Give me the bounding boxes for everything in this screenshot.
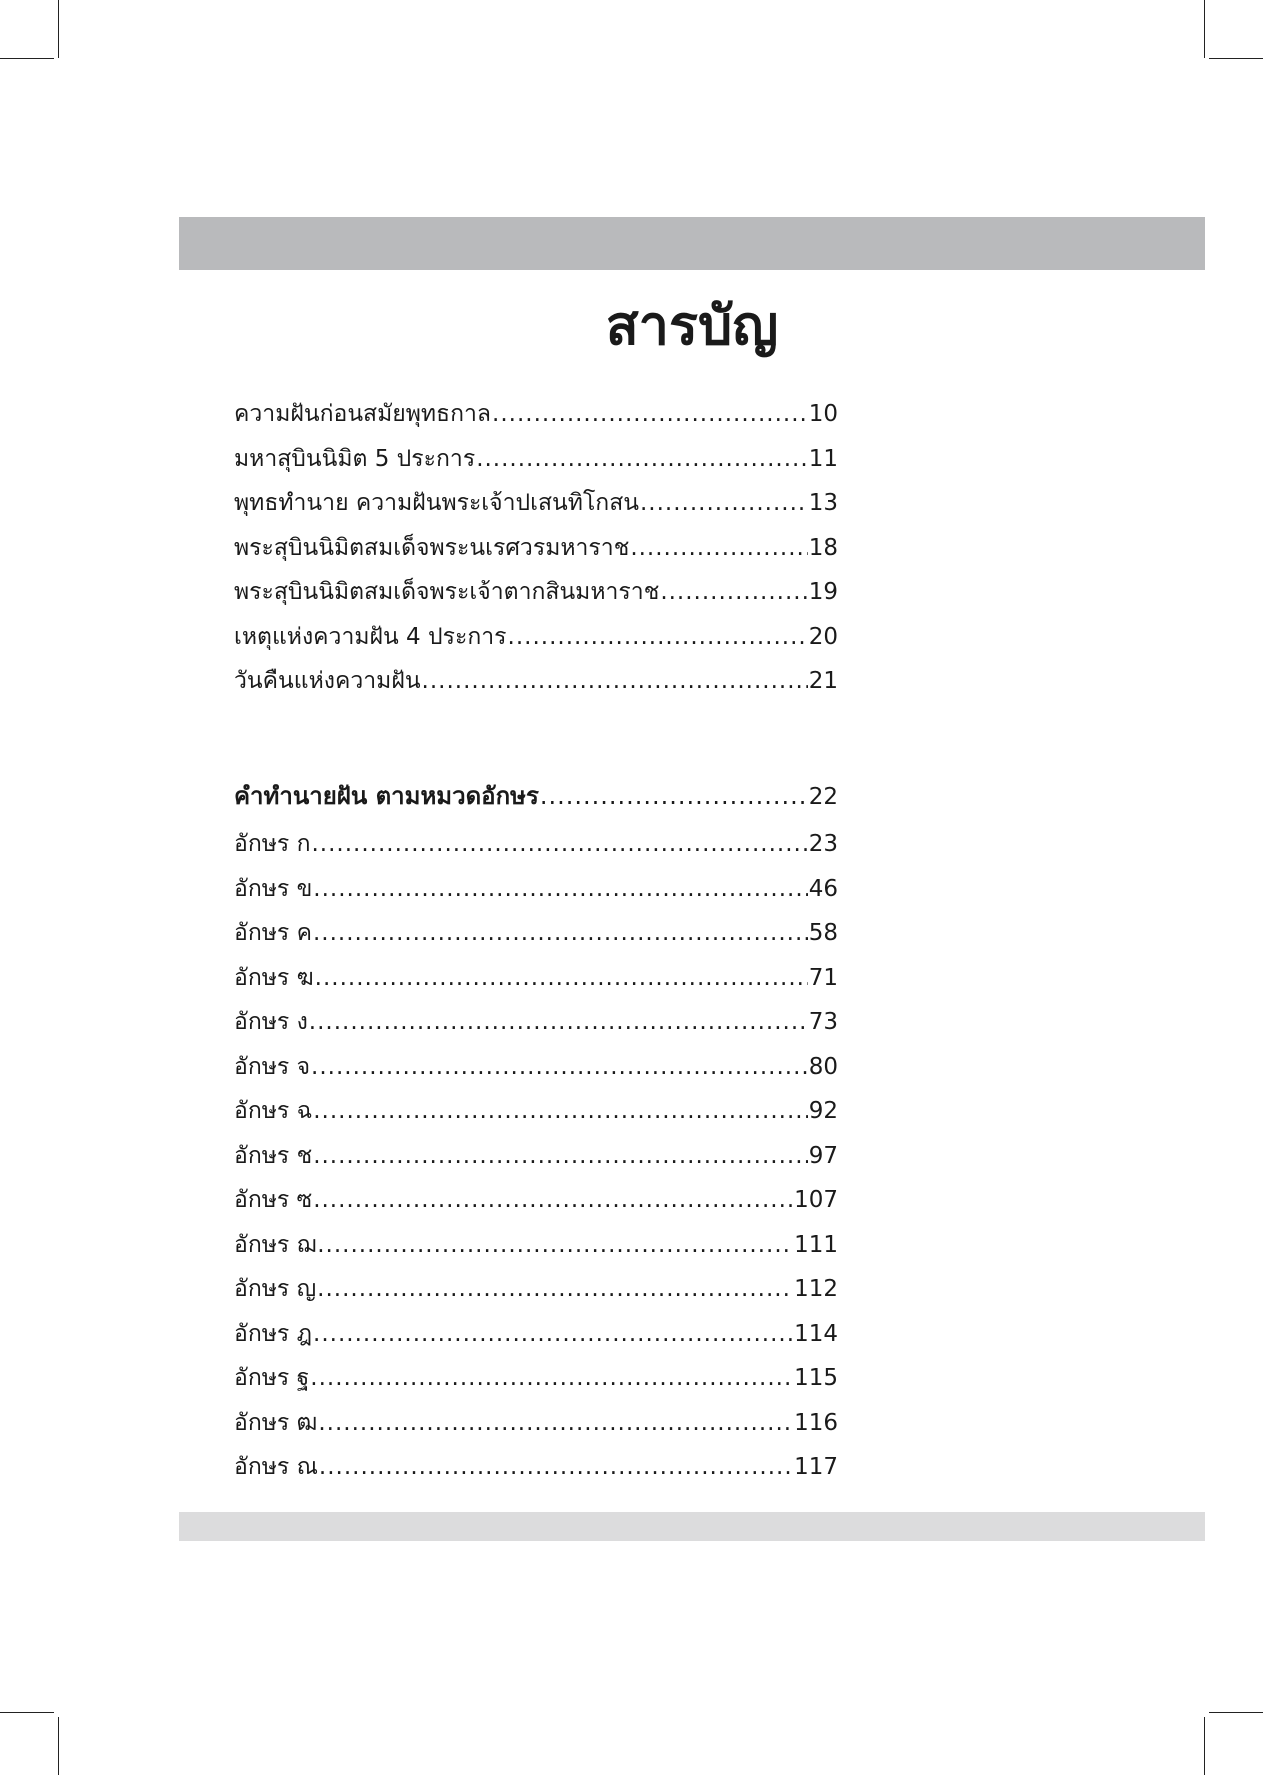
toc-entry-page: 111 xyxy=(794,1231,838,1258)
toc-section-heading[interactable] xyxy=(234,776,838,821)
toc-entry-label: อักษร ฒ xyxy=(234,1409,318,1436)
toc-entry-label: พระสุบินนิมิตสมเด็จพระเจ้าตากสินมหาราช xyxy=(234,579,660,605)
toc-entry-page: 10 xyxy=(808,401,838,427)
toc-entry[interactable] xyxy=(234,619,838,664)
dot-leader xyxy=(309,1009,808,1035)
page-title: สารบัญ xyxy=(605,294,779,357)
toc-entry-label: ความฝันก่อนสมัยพุทธกาล xyxy=(234,401,492,427)
toc-section xyxy=(234,776,838,821)
toc-entry-page: 97 xyxy=(808,1142,838,1169)
toc-entry-label: อักษร ฌ xyxy=(234,1231,317,1258)
toc-entry-label: อักษร ฉ xyxy=(234,1098,313,1124)
toc-entry[interactable] xyxy=(234,826,838,871)
toc-entry-label: อักษร ฎ xyxy=(234,1320,313,1347)
toc-entry[interactable] xyxy=(234,1004,838,1049)
dot-leader xyxy=(311,1054,808,1080)
dot-leader xyxy=(319,1454,793,1480)
crop-mark xyxy=(1204,0,1205,58)
dot-leader xyxy=(476,446,808,472)
toc-entry[interactable] xyxy=(234,1316,838,1361)
dot-leader xyxy=(313,876,807,902)
toc-entry-page: 21 xyxy=(808,668,838,694)
toc-entry-page: 114 xyxy=(794,1320,838,1347)
crop-mark xyxy=(1209,1712,1263,1713)
crop-mark xyxy=(58,1717,59,1775)
dot-leader xyxy=(640,490,808,516)
toc-entry-label: อักษร ญ xyxy=(234,1276,317,1302)
dot-leader xyxy=(310,1365,793,1391)
toc-entry-label: อักษร ซ xyxy=(234,1187,313,1213)
toc-entry-page: 112 xyxy=(794,1276,838,1302)
toc-entry-page: 115 xyxy=(794,1365,838,1391)
toc-entry[interactable] xyxy=(234,960,838,1005)
toc-entry[interactable] xyxy=(234,1182,838,1227)
dot-leader xyxy=(317,1276,793,1302)
toc-entry[interactable] xyxy=(234,1405,838,1450)
toc-entry-page: 71 xyxy=(808,964,838,991)
toc-entry-page: 58 xyxy=(808,920,838,946)
toc-entry[interactable] xyxy=(234,1271,838,1316)
toc-entry-page: 19 xyxy=(808,579,838,605)
dot-leader xyxy=(313,1143,808,1169)
dot-leader xyxy=(313,1187,793,1213)
toc-entry[interactable] xyxy=(234,1049,838,1094)
dot-leader xyxy=(317,1232,793,1258)
toc-intro-list xyxy=(234,396,838,708)
crop-mark xyxy=(1204,1717,1205,1775)
toc-entry[interactable] xyxy=(234,1449,838,1494)
dot-leader xyxy=(540,782,808,810)
toc-entry[interactable] xyxy=(234,441,838,486)
crop-mark xyxy=(0,58,54,59)
toc-entry[interactable] xyxy=(234,915,838,960)
toc-entry-page: 92 xyxy=(808,1098,838,1124)
toc-entry[interactable] xyxy=(234,1093,838,1138)
toc-entry[interactable] xyxy=(234,1227,838,1272)
dot-leader xyxy=(422,668,808,694)
toc-entry-label: มหาสุบินนิมิต 5 ประการ xyxy=(234,445,476,472)
toc-entry-label: อักษร ก xyxy=(234,831,311,857)
toc-entry[interactable] xyxy=(234,396,838,441)
toc-entry[interactable] xyxy=(234,485,838,530)
dot-leader xyxy=(315,965,808,991)
section-heading-page: 22 xyxy=(808,784,838,810)
crop-mark xyxy=(1209,58,1263,59)
toc-entry-label: อักษร ณ xyxy=(234,1454,318,1480)
toc-entry-page: 73 xyxy=(808,1009,838,1035)
toc-entry[interactable] xyxy=(234,1138,838,1183)
toc-entry-label: พระสุบินนิมิตสมเด็จพระนเรศวรมหาราช xyxy=(234,534,630,561)
toc-entry-label: วันคืนแห่งความฝัน xyxy=(234,668,421,694)
toc-entry-label: อักษร จ xyxy=(234,1053,311,1080)
toc-entry-page: 80 xyxy=(808,1053,838,1080)
toc-entry-page: 117 xyxy=(794,1454,838,1480)
dot-leader xyxy=(312,831,808,857)
header-band xyxy=(179,217,1205,270)
toc-entry-page: 20 xyxy=(808,623,838,650)
dot-leader xyxy=(313,1321,793,1347)
toc-entry-page: 13 xyxy=(808,490,838,516)
toc-entry[interactable] xyxy=(234,871,838,916)
footer-band xyxy=(179,1512,1205,1541)
section-heading-label: คำทำนายฝัน ตามหมวดอักษร xyxy=(234,782,539,810)
dot-leader xyxy=(492,401,808,427)
toc-entry-page: 116 xyxy=(794,1409,838,1436)
crop-mark xyxy=(58,0,59,58)
toc-entry-label: อักษร ง xyxy=(234,1009,308,1035)
toc-entry-page: 107 xyxy=(794,1187,838,1213)
dot-leader xyxy=(660,579,807,605)
toc-entry[interactable] xyxy=(234,1360,838,1405)
toc-entry-label: เหตุแห่งความฝัน 4 ประการ xyxy=(234,623,507,650)
dot-leader xyxy=(313,1098,807,1124)
toc-entry-page: 46 xyxy=(808,875,838,902)
toc-entry-page: 18 xyxy=(808,534,838,561)
toc-entry[interactable] xyxy=(234,574,838,619)
dot-leader xyxy=(508,624,808,650)
toc-entry[interactable] xyxy=(234,530,838,575)
dot-leader xyxy=(313,920,808,946)
dot-leader xyxy=(318,1410,793,1436)
toc-entry-label: พุทธทำนาย ความฝันพระเจ้าปเสนทิโกสน xyxy=(234,490,639,516)
toc-entry-label: อักษร ฐ xyxy=(234,1365,310,1391)
dot-leader xyxy=(630,535,807,561)
toc-letters-list xyxy=(234,826,838,1494)
crop-mark xyxy=(0,1712,54,1713)
toc-entry-label: อักษร ค xyxy=(234,920,312,946)
toc-entry[interactable] xyxy=(234,663,838,708)
toc-entry-label: อักษร ข xyxy=(234,875,313,902)
toc-entry-page: 23 xyxy=(808,831,838,857)
toc-entry-label: อักษร ฆ xyxy=(234,964,314,991)
toc-entry-label: อักษร ช xyxy=(234,1142,313,1169)
toc-entry-page: 11 xyxy=(808,445,838,472)
